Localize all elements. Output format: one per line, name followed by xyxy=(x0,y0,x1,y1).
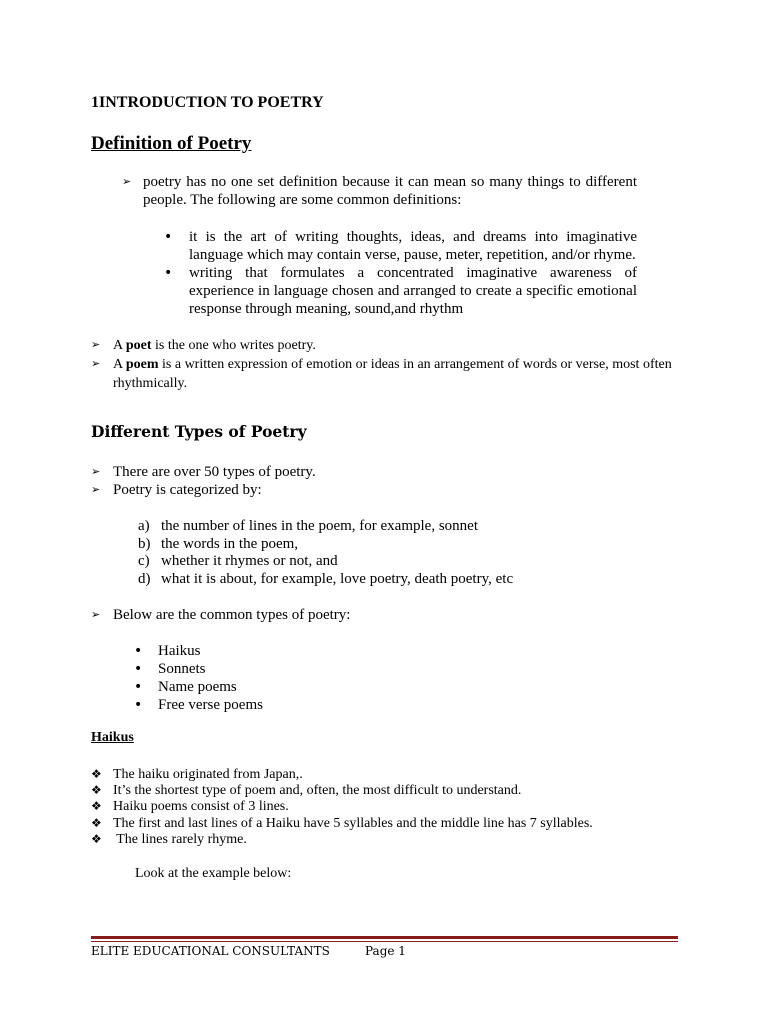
haiku-fact: Haiku poems consist of 3 lines. xyxy=(113,799,289,814)
criteria-item: the number of lines in the poem, for example, sonnet xyxy=(161,518,478,534)
poetry-type-item: Haikus xyxy=(158,643,201,659)
bullet-icon: • xyxy=(134,643,143,659)
bullet-icon: • xyxy=(134,661,143,677)
arrow-bullet-icon: ➢ xyxy=(91,357,101,370)
bullet-icon: • xyxy=(134,679,143,695)
definition-section-title: Definition of Poetry xyxy=(91,133,252,154)
poem-definition xyxy=(113,355,673,393)
diamond-bullet-icon: ❖ xyxy=(91,832,102,846)
haiku-fact: It’s the shortest type of poem and, often, the most difficult to understand. xyxy=(113,783,522,798)
poet-definition xyxy=(113,336,673,355)
footer-rule xyxy=(91,941,678,942)
criteria-marker: a) xyxy=(138,518,150,534)
diamond-bullet-icon: ❖ xyxy=(91,816,102,830)
arrow-bullet-icon: ➢ xyxy=(91,483,101,496)
arrow-bullet-icon: ➢ xyxy=(91,465,101,478)
criteria-item: the words in the poem, xyxy=(161,536,299,552)
document-heading: 1INTRODUCTION TO POETRY xyxy=(91,94,324,111)
footer-rule xyxy=(91,936,678,939)
haiku-fact: The lines rarely rhyme. xyxy=(113,832,247,847)
poet-prefix: A xyxy=(113,338,126,353)
arrow-bullet-icon: ➢ xyxy=(91,608,101,621)
criteria-marker: c) xyxy=(138,553,150,569)
poetry-type-item: Sonnets xyxy=(158,661,206,677)
types-point: There are over 50 types of poetry. xyxy=(113,464,316,480)
haiku-fact: The haiku originated from Japan,. xyxy=(113,767,303,782)
definition-item: it is the art of writing thoughts, ideas, and dreams into imaginative language which may contain verse, pause, meter, repetition, and/or rhyme. xyxy=(189,229,637,263)
poem-rest: is a written expression of emotion or ideas in an arrangement of words or verse, most often rhythmically. xyxy=(113,357,672,391)
definition-item: writing that formulates a concentrated imaginative awareness of experience in language chosen and arranged to create a specific emotional response through meaning, sound,and rhythm xyxy=(189,265,637,317)
types-section-title: Different Types of Poetry xyxy=(91,422,307,441)
criteria-marker: d) xyxy=(138,571,151,587)
page-number: Page 1 xyxy=(365,944,406,958)
poem-prefix: A xyxy=(113,357,126,372)
common-types-intro: Below are the common types of poetry: xyxy=(113,607,351,623)
footer-organization: ELITE EDUCATIONAL CONSULTANTS xyxy=(91,944,330,958)
bullet-icon: • xyxy=(164,229,173,245)
haikus-section-title: Haikus xyxy=(91,730,134,745)
bullet-icon: • xyxy=(164,265,173,281)
criteria-marker: b) xyxy=(138,536,151,552)
poet-term: poet xyxy=(125,338,152,353)
criteria-item: what it is about, for example, love poetry, death poetry, etc xyxy=(161,571,514,587)
bullet-icon: • xyxy=(134,697,143,713)
arrow-bullet-icon: ➢ xyxy=(91,338,101,351)
poem-term: poem xyxy=(125,357,159,372)
arrow-bullet-icon: ➢ xyxy=(122,175,132,188)
diamond-bullet-icon: ❖ xyxy=(91,767,102,781)
poetry-type-item: Free verse poems xyxy=(158,697,263,713)
definition-intro: poetry has no one set definition because it can mean so many things to different people. The following are some common definitions: xyxy=(143,174,637,208)
poet-rest: is the one who writes poetry. xyxy=(151,338,316,353)
poetry-type-item: Name poems xyxy=(158,679,237,695)
types-point: Poetry is categorized by: xyxy=(113,482,262,498)
criteria-item: whether it rhymes or not, and xyxy=(161,553,338,569)
haiku-fact: The first and last lines of a Haiku have 5 syllables and the middle line has 7 syllables. xyxy=(113,816,593,831)
diamond-bullet-icon: ❖ xyxy=(91,783,102,797)
example-note: Look at the example below: xyxy=(135,866,292,881)
diamond-bullet-icon: ❖ xyxy=(91,799,102,813)
